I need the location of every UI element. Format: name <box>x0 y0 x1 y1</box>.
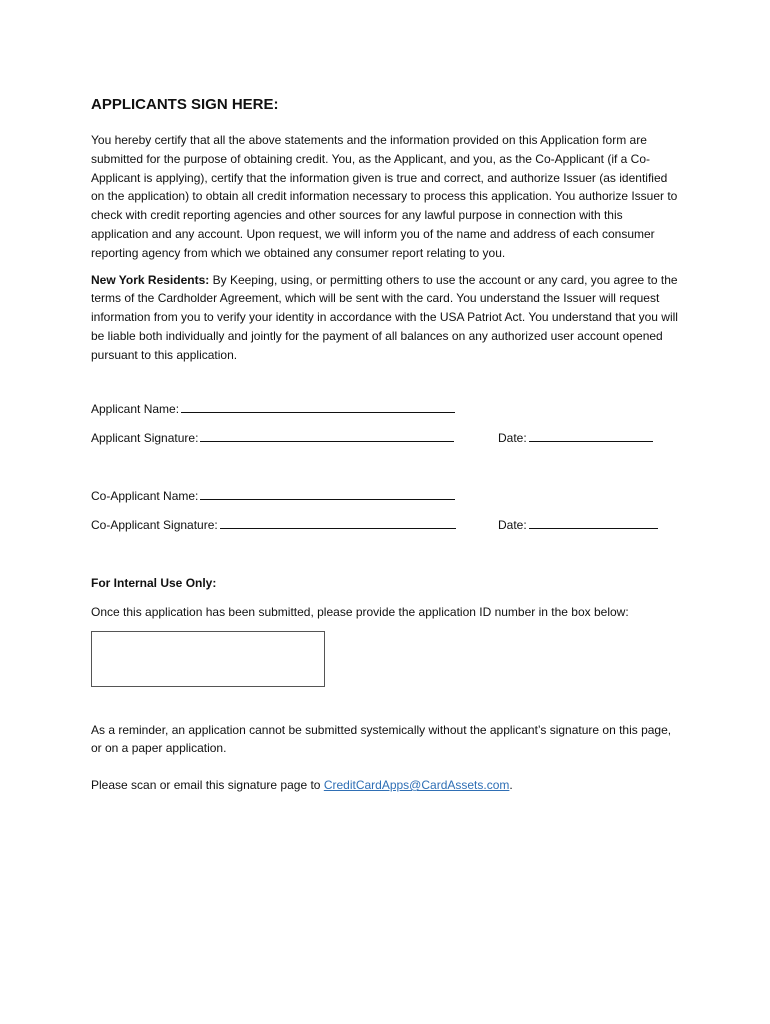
co-applicant-date-label: Date: <box>498 517 527 532</box>
co-applicant-name-row <box>91 487 681 516</box>
scan-instruction <box>91 776 681 794</box>
page-content <box>91 94 681 794</box>
application-id-instruction: Once this application has been submitted, please provide the application ID number in the box below: <box>91 604 629 619</box>
scan-instruction-text: Please scan or email this signature page to <box>91 778 324 793</box>
applicant-name-label: Applicant Name: <box>91 401 180 416</box>
applicant-date-field[interactable] <box>529 429 653 442</box>
applicant-name-field[interactable] <box>181 400 455 413</box>
co-applicant-name-label: Co-Applicant Name: <box>91 488 199 503</box>
co-applicant-signature-label: Co-Applicant Signature: <box>91 517 218 532</box>
internal-use-title: For Internal Use Only: <box>91 575 217 590</box>
co-applicant-name-field[interactable] <box>200 487 455 500</box>
applicant-date-label: Date: <box>498 430 527 445</box>
new-york-residents-paragraph <box>91 271 681 365</box>
co-applicant-date-field[interactable] <box>529 516 658 529</box>
scan-instruction-end: . <box>509 778 513 793</box>
email-link[interactable]: CreditCardApps@CardAssets.com <box>323 778 510 793</box>
new-york-residents-text: By Keeping, using, or permitting others to use the account or any card, you agree to the terms of the Cardholder Agreement, which will be sent with the card. You understand the Issuer will request information from you to verify your identity in accordance with the USA Patriot Act. You understand that you will be liable both individually and jointly for the payment of all balances on any authorized user account opened pursuant to this application. <box>91 272 678 362</box>
reminder-paragraph: As a reminder, an application cannot be submitted systemically without the applicant’s signature on this page, or on a paper application. <box>91 722 672 756</box>
new-york-residents-label: New York Residents: <box>91 272 210 287</box>
co-applicant-signature-field[interactable] <box>220 516 456 529</box>
application-id-box[interactable] <box>91 631 325 687</box>
page-title: APPLICANTS SIGN HERE: <box>91 96 279 113</box>
applicant-signature-field[interactable] <box>200 429 454 442</box>
certification-paragraph: You hereby certify that all the above statements and the information provided on this Application form are submitted for the purpose of obtaining credit. You, as the Applicant, and you, as the Co-Applicant (if a Co-Applicant is applying), certify that the information given is true and correct, and authorize Issuer (as identified on the application) to obtain all credit information necessary to process this application. You authorize Issuer to check with credit reporting agencies and other sources for any lawful purpose in connection with this application and any account. Upon request, we will inform you of the name and address of each consumer reporting agency from which we obtained any consumer report relating to you. <box>91 133 678 260</box>
co-applicant-signature-row <box>91 516 681 545</box>
applicant-signature-row <box>91 429 681 458</box>
applicant-name-row <box>91 400 681 429</box>
applicant-signature-label: Applicant Signature: <box>91 430 199 445</box>
